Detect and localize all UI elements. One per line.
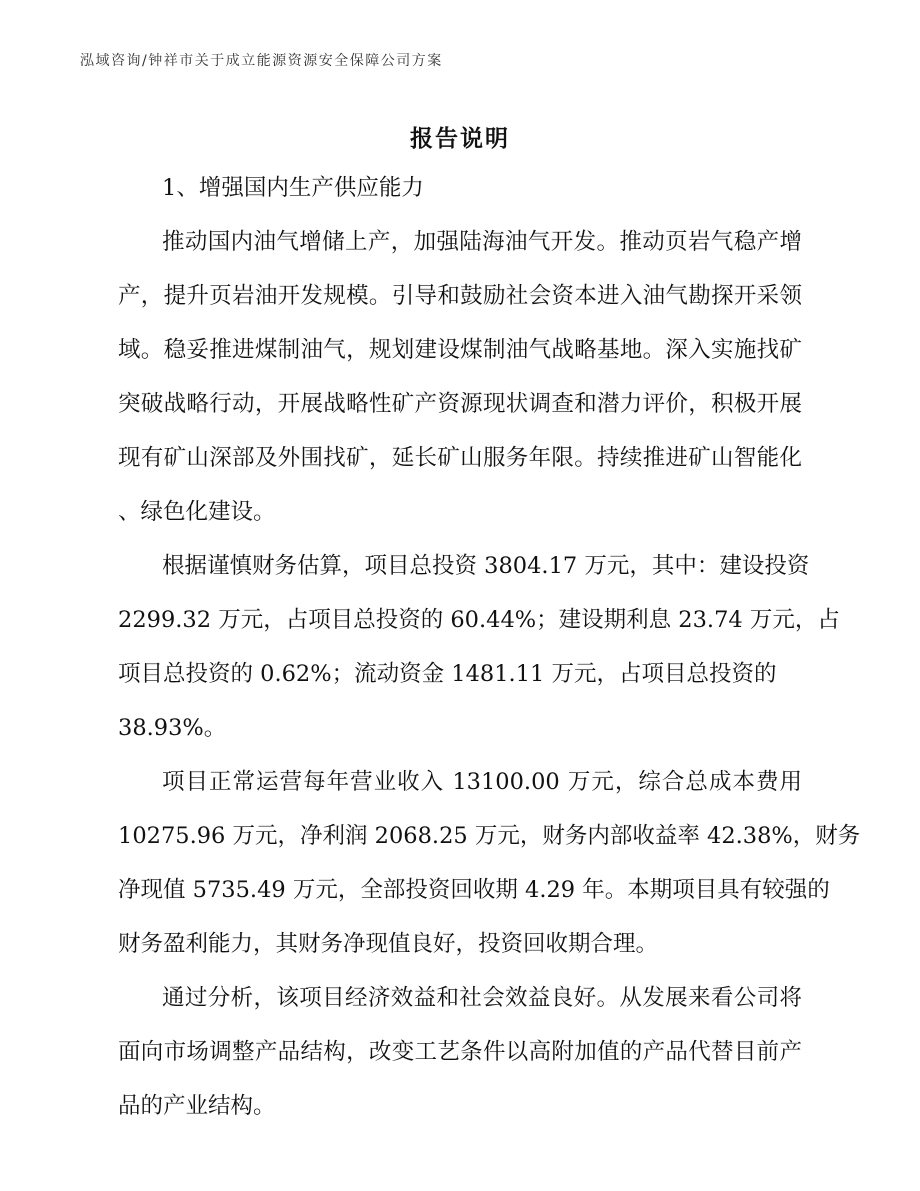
running-header: 泓域咨询/钟祥市关于成立能源资源安全保障公司方案 — [80, 53, 443, 69]
paragraph-line: 净现值 5735.49 万元，全部投资回收期 4.29 年。本期项目具有较强的 — [118, 877, 830, 903]
paragraph-line: 域。稳妥推进煤制油气，规划建设煤制油气战略基地。深入实施找矿 — [118, 337, 802, 363]
document-body — [118, 172, 861, 1144]
paragraph-line: 2299.32 万元，占项目总投资的 60.44%；建设期利息 23.74 万元，占 — [118, 607, 840, 633]
paragraph-line: 品的产业结构。 — [118, 1093, 276, 1119]
paragraph-line: 面向市场调整产品结构，改变工艺条件以高附加值的产品代替目前产 — [118, 1039, 802, 1065]
paragraph-line: 推动国内油气增储上产，加强陆海油气开发。推动页岩气稳产增 — [162, 229, 802, 255]
paragraph-line: 10275.96 万元，净利润 2068.25 万元，财务内部收益率 42.38%，财务 — [118, 823, 861, 849]
paragraph-line: 财务盈利能力，其财务净现值良好，投资回收期合理。 — [118, 931, 659, 957]
section-heading: 1、增强国内生产供应能力 — [162, 175, 424, 201]
paragraph-line: 现有矿山深部及外围找矿，延长矿山服务年限。持续推进矿山智能化 — [118, 445, 802, 471]
paragraph-line: 突破战略行动，开展战略性矿产资源现状调查和潜力评价，积极开展 — [118, 391, 802, 417]
paragraph-line: 项目正常运营每年营业收入 13100.00 万元，综合总成本费用 — [162, 769, 802, 795]
page-title: 报告说明 — [410, 125, 510, 152]
paragraph-line: 通过分析，该项目经济效益和社会效益良好。从发展来看公司将 — [162, 985, 802, 1011]
paragraph-line: 产，提升页岩油开发规模。引导和鼓励社会资本进入油气勘探开采领 — [118, 283, 802, 309]
paragraph-line: 、绿色化建设。 — [118, 499, 276, 525]
paragraph-line: 项目总投资的 0.62%；流动资金 1481.11 万元，占项目总投资的 — [118, 661, 777, 687]
paragraph-line: 根据谨慎财务估算，项目总投资 3804.17 万元，其中：建设投资 — [162, 553, 810, 579]
paragraph-line: 38.93%。 — [118, 715, 227, 741]
